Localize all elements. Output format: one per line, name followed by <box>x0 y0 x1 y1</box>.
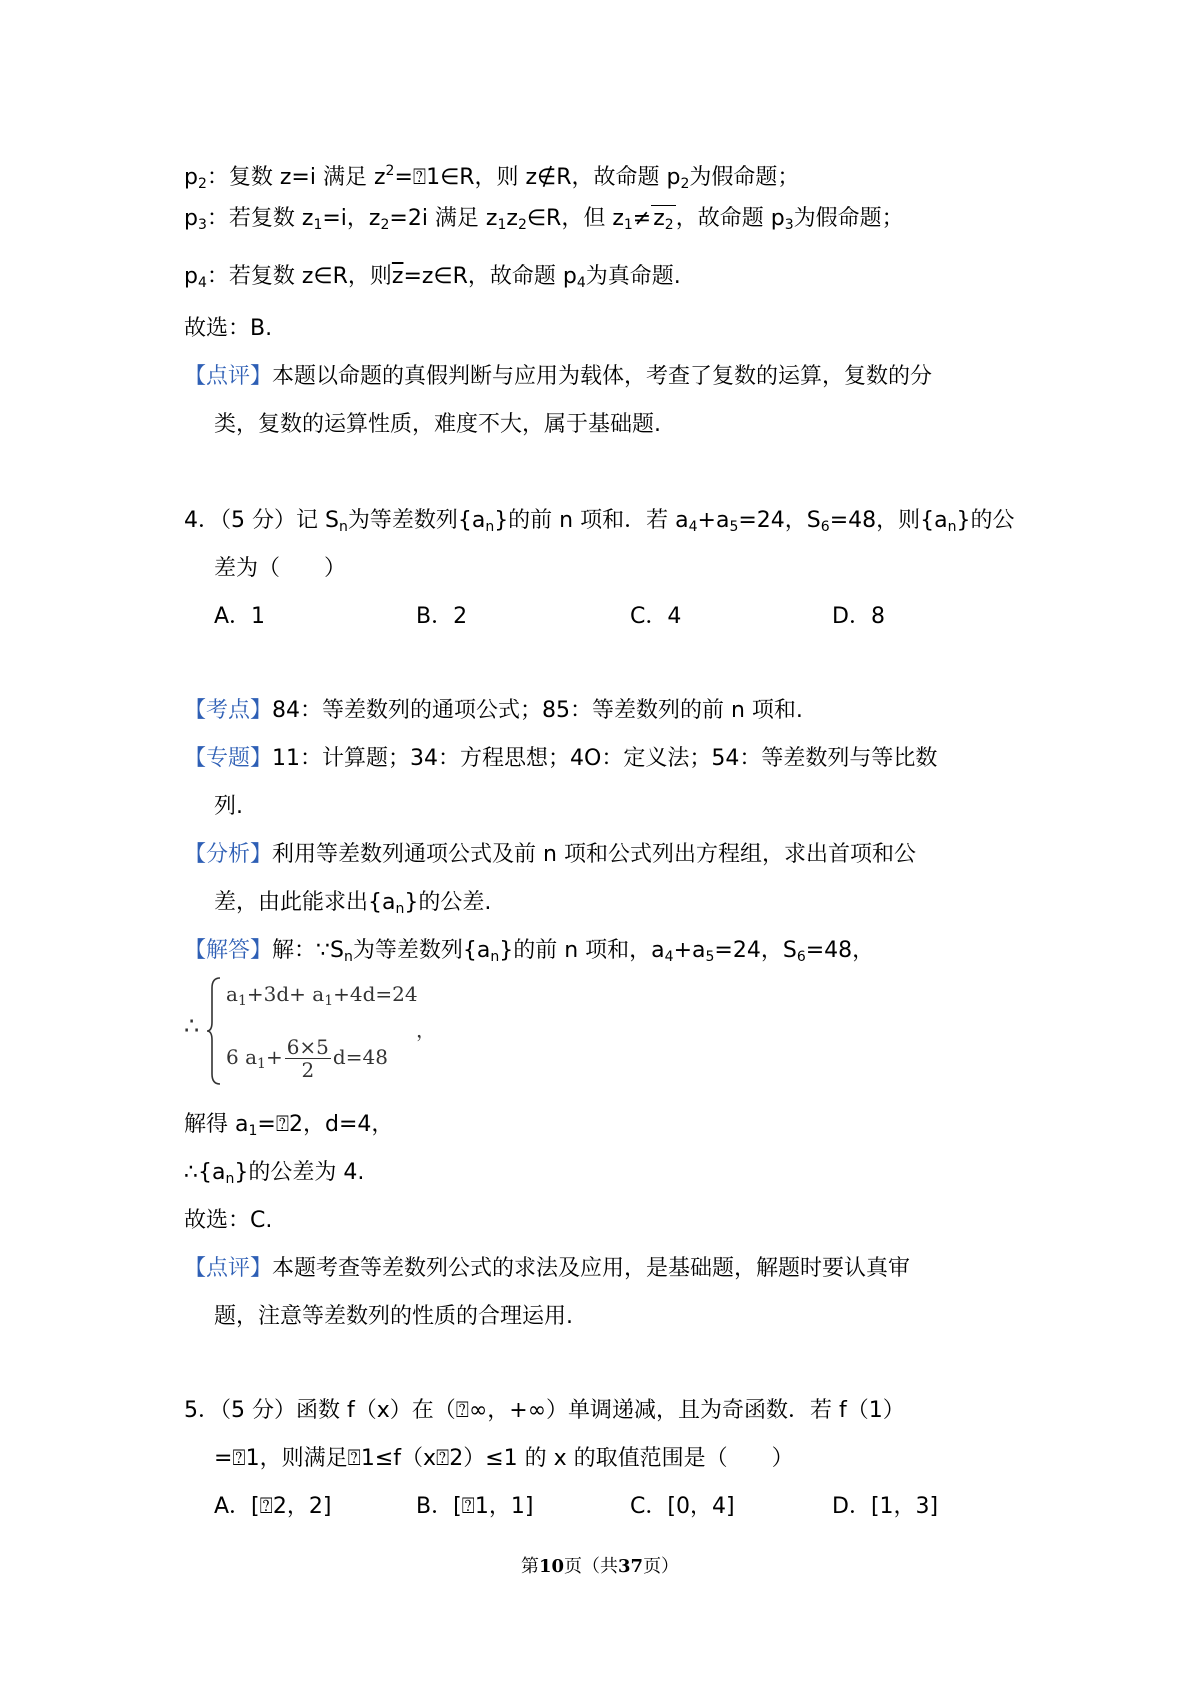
page-footer: 第10页（共37页） <box>520 1556 680 1577</box>
q4-option-a: A．1 <box>214 604 266 629</box>
jieda-tag: 【解答】 <box>184 938 273 963</box>
q4-option-c: C．4 <box>630 604 682 629</box>
review-4-line2: 题，注意等差数列的性质的合理运用. <box>214 1304 573 1329</box>
answer-3: 故选：B. <box>184 316 273 341</box>
fraction: $\frac{6\times 5}{2}$ <box>286 1035 329 1082</box>
question-4: 4．（5 分）记 $S_n$为等差数列$\{a_n\}$的前 n 项和．若 $a_4+a_5=24$，$S_6=48$，则$\{a_n\}$的公 <box>184 508 1015 535</box>
kaodian-line: 【考点】84：等差数列的通项公式；85：等差数列的前 n 项和. <box>184 698 803 723</box>
review-3-line1: 【点评】本题以命题的真假判断与应用为载体，考查了复数的运算，复数的分 <box>184 364 933 389</box>
zhuanti-line1: 【专题】11：计算题；34：方程思想；4O：定义法；54：等差数列与等比数 <box>184 746 938 771</box>
line-p3: $p_3$：若复数 $z_1=i$，$z_2=2i$ 满足 $z_1z_2\in R$，但 $z_1\ne z_2$，故命题 $p_3$为假命题； <box>184 204 904 240</box>
jieda-line: 【解答】解：$\because S_n$为等差数列$\{a_n\}$的前 n 项和，$a_4+a_5=24$，$S_6=48$， <box>184 938 875 965</box>
conjugate-z2: $z_2$ <box>651 205 675 236</box>
q5-option-c: C．[0，4] <box>630 1494 735 1519</box>
question-5: 5．（5 分）函数 f（x）在（⍰∞，+∞）单调递减，且为奇函数．若 f（1） <box>184 1398 905 1423</box>
review-4-line1: 【点评】本题考查等差数列公式的求法及应用，是基础题，解题时要认真审 <box>184 1256 911 1281</box>
therefore-symbol: ∴ <box>184 1012 200 1040</box>
equation-1: $a_1+3d+ a_1+4d=24$ <box>226 982 418 1009</box>
zhuanti-line2: 列. <box>214 794 243 819</box>
review-3-line2: 类，复数的运算性质，难度不大，属于基础题. <box>214 412 661 437</box>
q4-option-d: D．8 <box>832 604 885 629</box>
fenxi-line2: 差，由此能求出$\{a_n\}$的公差. <box>214 890 492 917</box>
line-p2: $p_2$：复数 z=i 满足 $z^2=⍰1\in R$，则 z∉R，故命题 $p_2$为假命题； <box>184 163 800 192</box>
kaodian-tag: 【考点】 <box>184 698 273 723</box>
question-4-line2: 差为（ ） <box>214 556 347 581</box>
answer-4: 故选：C. <box>184 1208 273 1233</box>
page-total: 37 <box>618 1556 644 1577</box>
fenxi-tag: 【分析】 <box>184 842 273 867</box>
review-tag: 【点评】 <box>184 1256 273 1281</box>
q5-option-d: D．[1，3] <box>832 1494 939 1519</box>
conjugate-z: $\overline{z}$ <box>391 264 404 289</box>
q4-option-b: B．2 <box>416 604 468 629</box>
equation-system: ∴ $a_1+3d+ a_1+4d=24$ 6 $a_1+$ $\frac{6\times 5}{2}$ d=48 ， <box>184 976 424 1086</box>
solve-line: 解得 $a_1=⍰2$，d=4， <box>184 1112 394 1139</box>
q5-option-b: B．[⍰1，1] <box>416 1494 534 1519</box>
q5-option-a: A．[⍰2，2] <box>214 1494 332 1519</box>
result-line: $\therefore\{a_n\}$的公差为 4. <box>184 1160 365 1187</box>
page-number: 10 <box>538 1556 564 1577</box>
fenxi-line1: 【分析】利用等差数列通项公式及前 n 项和公式列出方程组，求出首项和公 <box>184 842 916 867</box>
question-5-line2: =⍰1，则满足⍰1≤f（x⍰2）≤1 的 x 的取值范围是（ ） <box>214 1446 794 1471</box>
left-brace <box>206 976 222 1086</box>
review-tag: 【点评】 <box>184 364 273 389</box>
zhuanti-tag: 【专题】 <box>184 746 273 771</box>
equation-2: 6 $a_1+$ $\frac{6\times 5}{2}$ d=48 <box>226 1035 388 1082</box>
line-p4: $p_4$：若复数 z∈R，则$\overline{z}=z\in R$，故命题 $p_4$为真命题. <box>184 264 681 291</box>
